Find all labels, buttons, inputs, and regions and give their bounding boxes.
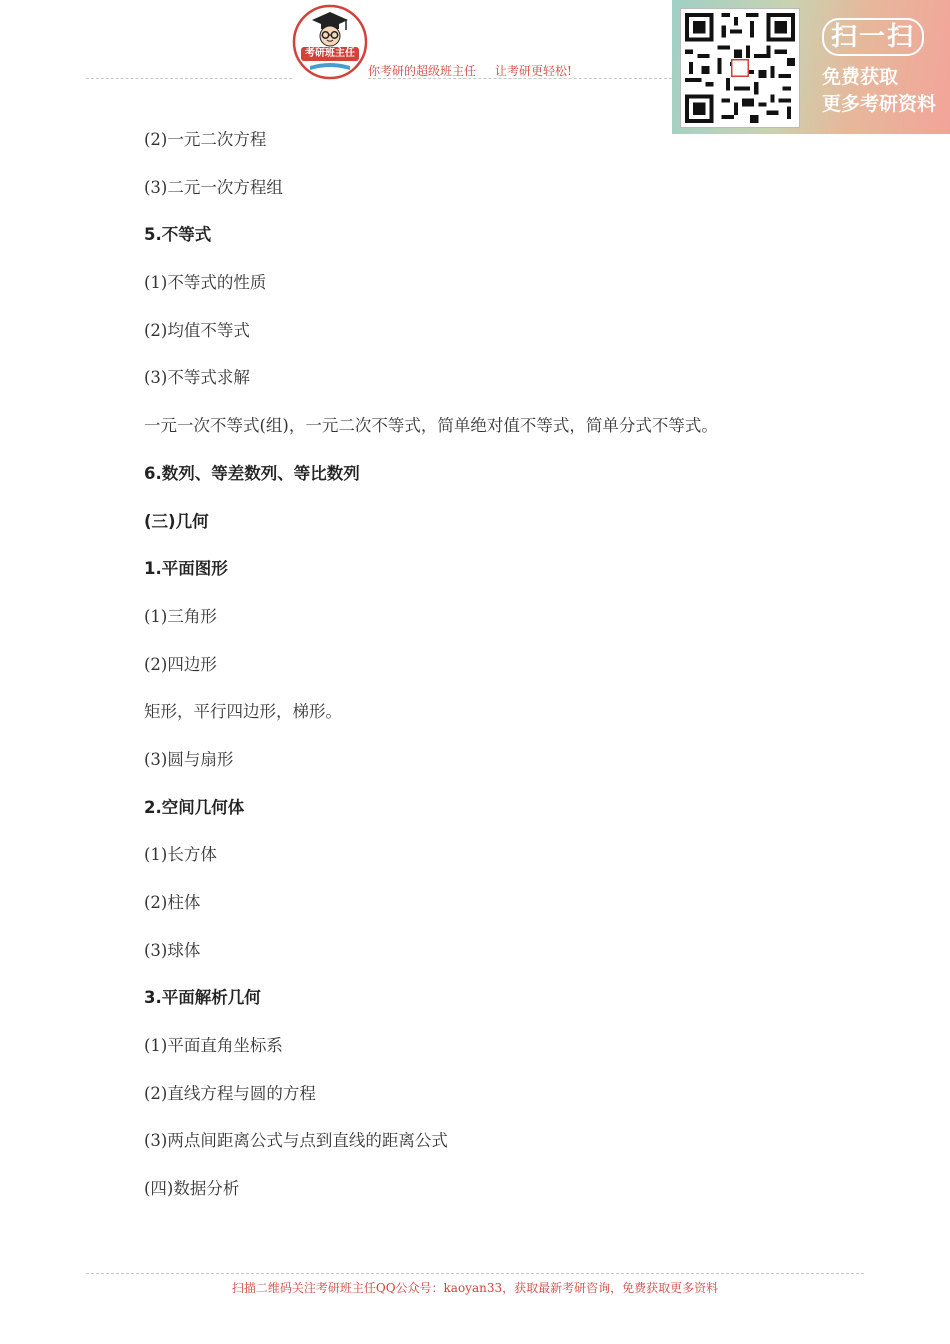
text-line: (1)平面直角坐标系: [144, 1036, 283, 1056]
text-line: (3)球体: [144, 940, 201, 960]
section-heading: 6.数列、等差数列、等比数列: [144, 463, 360, 483]
text-line: (3)二元一次方程组: [144, 177, 283, 197]
promo-line-1: 免费获取: [822, 66, 899, 88]
qr-code-icon[interactable]: [680, 8, 800, 128]
section-heading: 5.不等式: [144, 225, 212, 245]
header-slogan-left: 你考研的超级班主任: [368, 64, 477, 78]
text-line: (1)不等式的性质: [144, 273, 267, 293]
footer-divider: [86, 1273, 864, 1274]
document-body: [144, 122, 844, 1219]
text-line: (3)不等式求解: [144, 368, 250, 388]
header-slogan-right: 让考研更轻松!: [495, 64, 572, 78]
section-heading: 2.空间几何体: [144, 797, 245, 817]
text-line: 一元一次不等式(组)，一元二次不等式，简单绝对值不等式，简单分式不等式。: [144, 416, 718, 436]
graduate-logo-icon: [292, 4, 368, 80]
text-line: (1)三角形: [144, 606, 217, 626]
text-line: (四)数据分析: [144, 1179, 240, 1199]
text-line: (2)均值不等式: [144, 320, 250, 340]
footer-text: 扫描二维码关注考研班主任QQ公众号：kaoyan33，获取最新考研咨询，免费获取更多资料: [231, 1281, 719, 1295]
scan-label: 扫一扫: [822, 18, 924, 56]
text-line: (1)长方体: [144, 845, 217, 865]
text-line: (2)一元二次方程: [144, 130, 267, 149]
section-heading: 1.平面图形: [144, 559, 228, 579]
promo-line-2: 更多考研资料: [822, 93, 937, 115]
text-line: (2)柱体: [144, 893, 201, 912]
section-heading: 3.平面解析几何: [144, 988, 261, 1008]
logo-text: 考研班主任: [305, 48, 355, 59]
text-line: (3)两点间距离公式与点到直线的距离公式: [144, 1131, 448, 1151]
text-line: (2)四边形: [144, 654, 217, 674]
text-line: (3)圆与扇形: [144, 749, 234, 769]
header-divider-left: [86, 78, 292, 79]
qr-promo-banner[interactable]: [672, 0, 950, 134]
text-line: (2)直线方程与圆的方程: [144, 1083, 316, 1103]
logo: [292, 4, 368, 80]
text-line: 矩形，平行四边形，梯形。: [144, 702, 342, 722]
section-heading: (三)几何: [144, 511, 209, 531]
